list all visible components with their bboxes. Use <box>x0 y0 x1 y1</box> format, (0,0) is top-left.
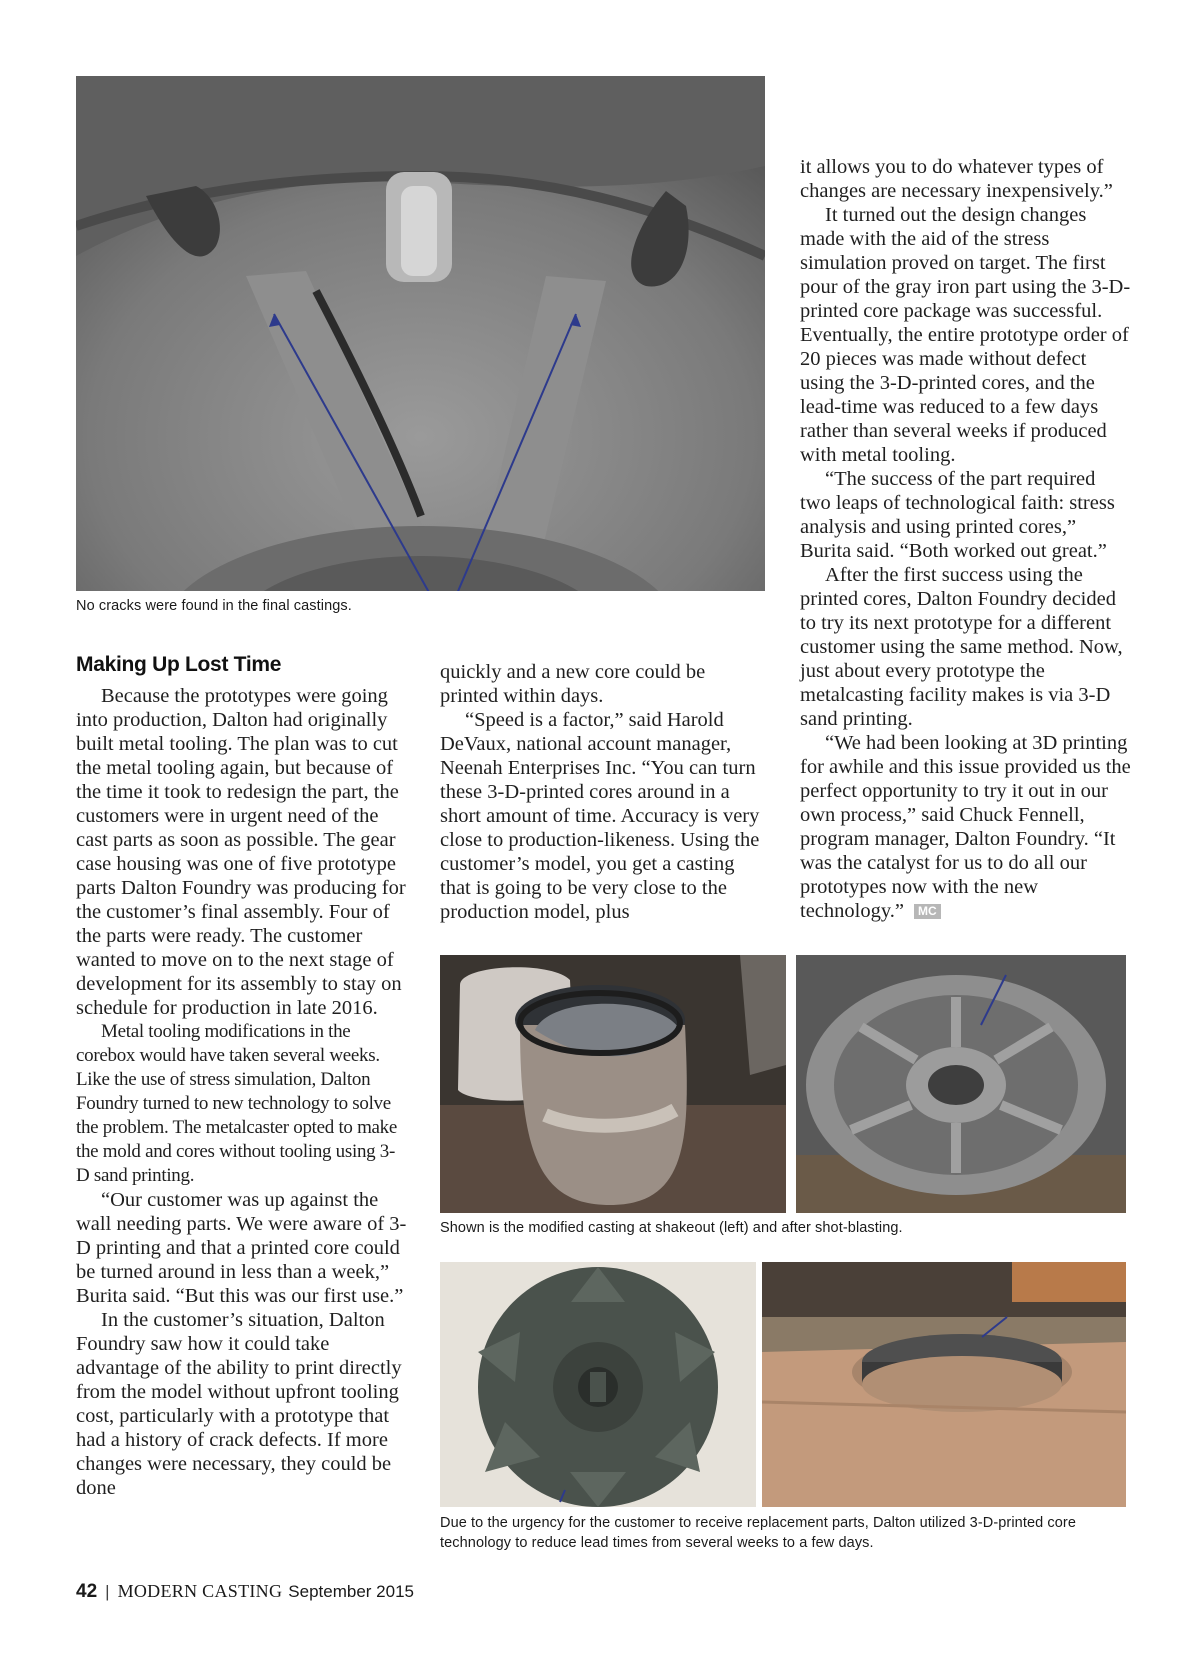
paragraph: Because the prototypes were going into production, Dalton had originally built metal tooling. The plan was to cut the metal tooling again, but because of the time it took to redesign the part, the customers were in urgent need of the cast parts as soon as possible. The gear case housing was one of five prototype parts Dalton Foundry was producing for the customer’s final assembly. Four of the parts were ready. The customer wanted to move on to the next stage of development for its assembly to stay on schedule for production in late 2016. <box>76 685 406 1019</box>
paragraph: quickly and a new core could be printed within days. <box>440 661 706 707</box>
quote-text: “We had been looking at 3D printing for awhile and this issue provided us the perfect opportunity to try it out in our own process,” said Chuck Fennell, program manager, Dalton Foundry. “It was the catalyst for us to do all our prototypes now with the new technology.” <box>800 732 1131 922</box>
paragraph: After the first success using the printed cores, Dalton Foundry decided to try its next prototype for a different customer using the same method. Now, just about every prototype the metalcasting facility makes is via 3-D sand printing. <box>800 564 1123 730</box>
paragraph: In the customer’s situation, Dalton Foundry saw how it could take advantage of the ability to print directly from the model without upfront tooling cost, particularly with a prototype that had a history of crack defects. If more changes were necessary, they could be done <box>76 1309 402 1499</box>
photo-casting-shot-blasted <box>796 955 1126 1213</box>
paragraph: it allows you to do whatever types of changes are necessary inexpensively.” <box>800 156 1113 202</box>
text-column-2 <box>440 660 760 924</box>
paragraph: “The success of the part required two leaps of technological faith: stress analysis and using printed cores,” Burita said. “Both worked out great.” <box>800 468 1115 562</box>
photo-casting-shakeout <box>440 955 786 1213</box>
footer-separator: | <box>105 1582 110 1601</box>
section-heading: Making Up Lost Time <box>76 653 282 676</box>
end-mark-badge: MC <box>914 904 941 919</box>
photo-casting-closeup <box>76 76 765 591</box>
cores-caption: Due to the urgency for the customer to receive replacement parts, Dalton utilized 3-D-printed core technology to reduce lead times from several weeks to a few days. <box>440 1515 1077 1551</box>
text-column-1 <box>76 684 407 1500</box>
magazine-name: MODERN CASTING <box>117 1581 283 1601</box>
top-photo-caption: No cracks were found in the final castings. <box>76 598 352 614</box>
paragraph: “Our customer was up against the wall needing parts. We were aware of 3-D printing and that a printed core could be turned around in less than a week,” Burita said. “But this was our first use.” <box>76 1189 407 1307</box>
paragraph: It turned out the design changes made with the aid of the stress simulation proved on target. The first pour of the gray iron part using the 3-D-printed core package was successful. Eventually, the entire prototype order of 20 pieces was made without defect using the 3-D-printed cores, and the lead-time was reduced to a few days rather than several weeks if produced with metal tooling. <box>800 204 1131 466</box>
photo-printed-core <box>440 1262 756 1507</box>
paragraph: “Speed is a factor,” said Harold DeVaux, national account manager, Neenah Enterprises Inc. “You can turn these 3-D-printed cores around in a short amount of time. Accuracy is very close to production-likeness. Using the customer’s model, you get a casting that is going to be very close to the production model, plus <box>440 709 760 923</box>
page-footer <box>76 1581 414 1603</box>
shakeout-caption: Shown is the modified casting at shakeout (left) and after shot-blasting. <box>440 1220 903 1236</box>
text-column-3 <box>800 155 1131 923</box>
paragraph <box>800 731 1131 923</box>
paragraph: Metal tooling modifications in the corebox would have taken several weeks. Like the use of stress simulation, Dalton Foundry turned to new technology to solve the problem. The metalcaster opted to make the mold and cores without tooling using 3-D sand printing. <box>76 1021 398 1186</box>
issue-date: September 2015 <box>288 1582 414 1601</box>
photo-printed-mold <box>762 1262 1126 1507</box>
page-number: 42 <box>76 1581 98 1602</box>
